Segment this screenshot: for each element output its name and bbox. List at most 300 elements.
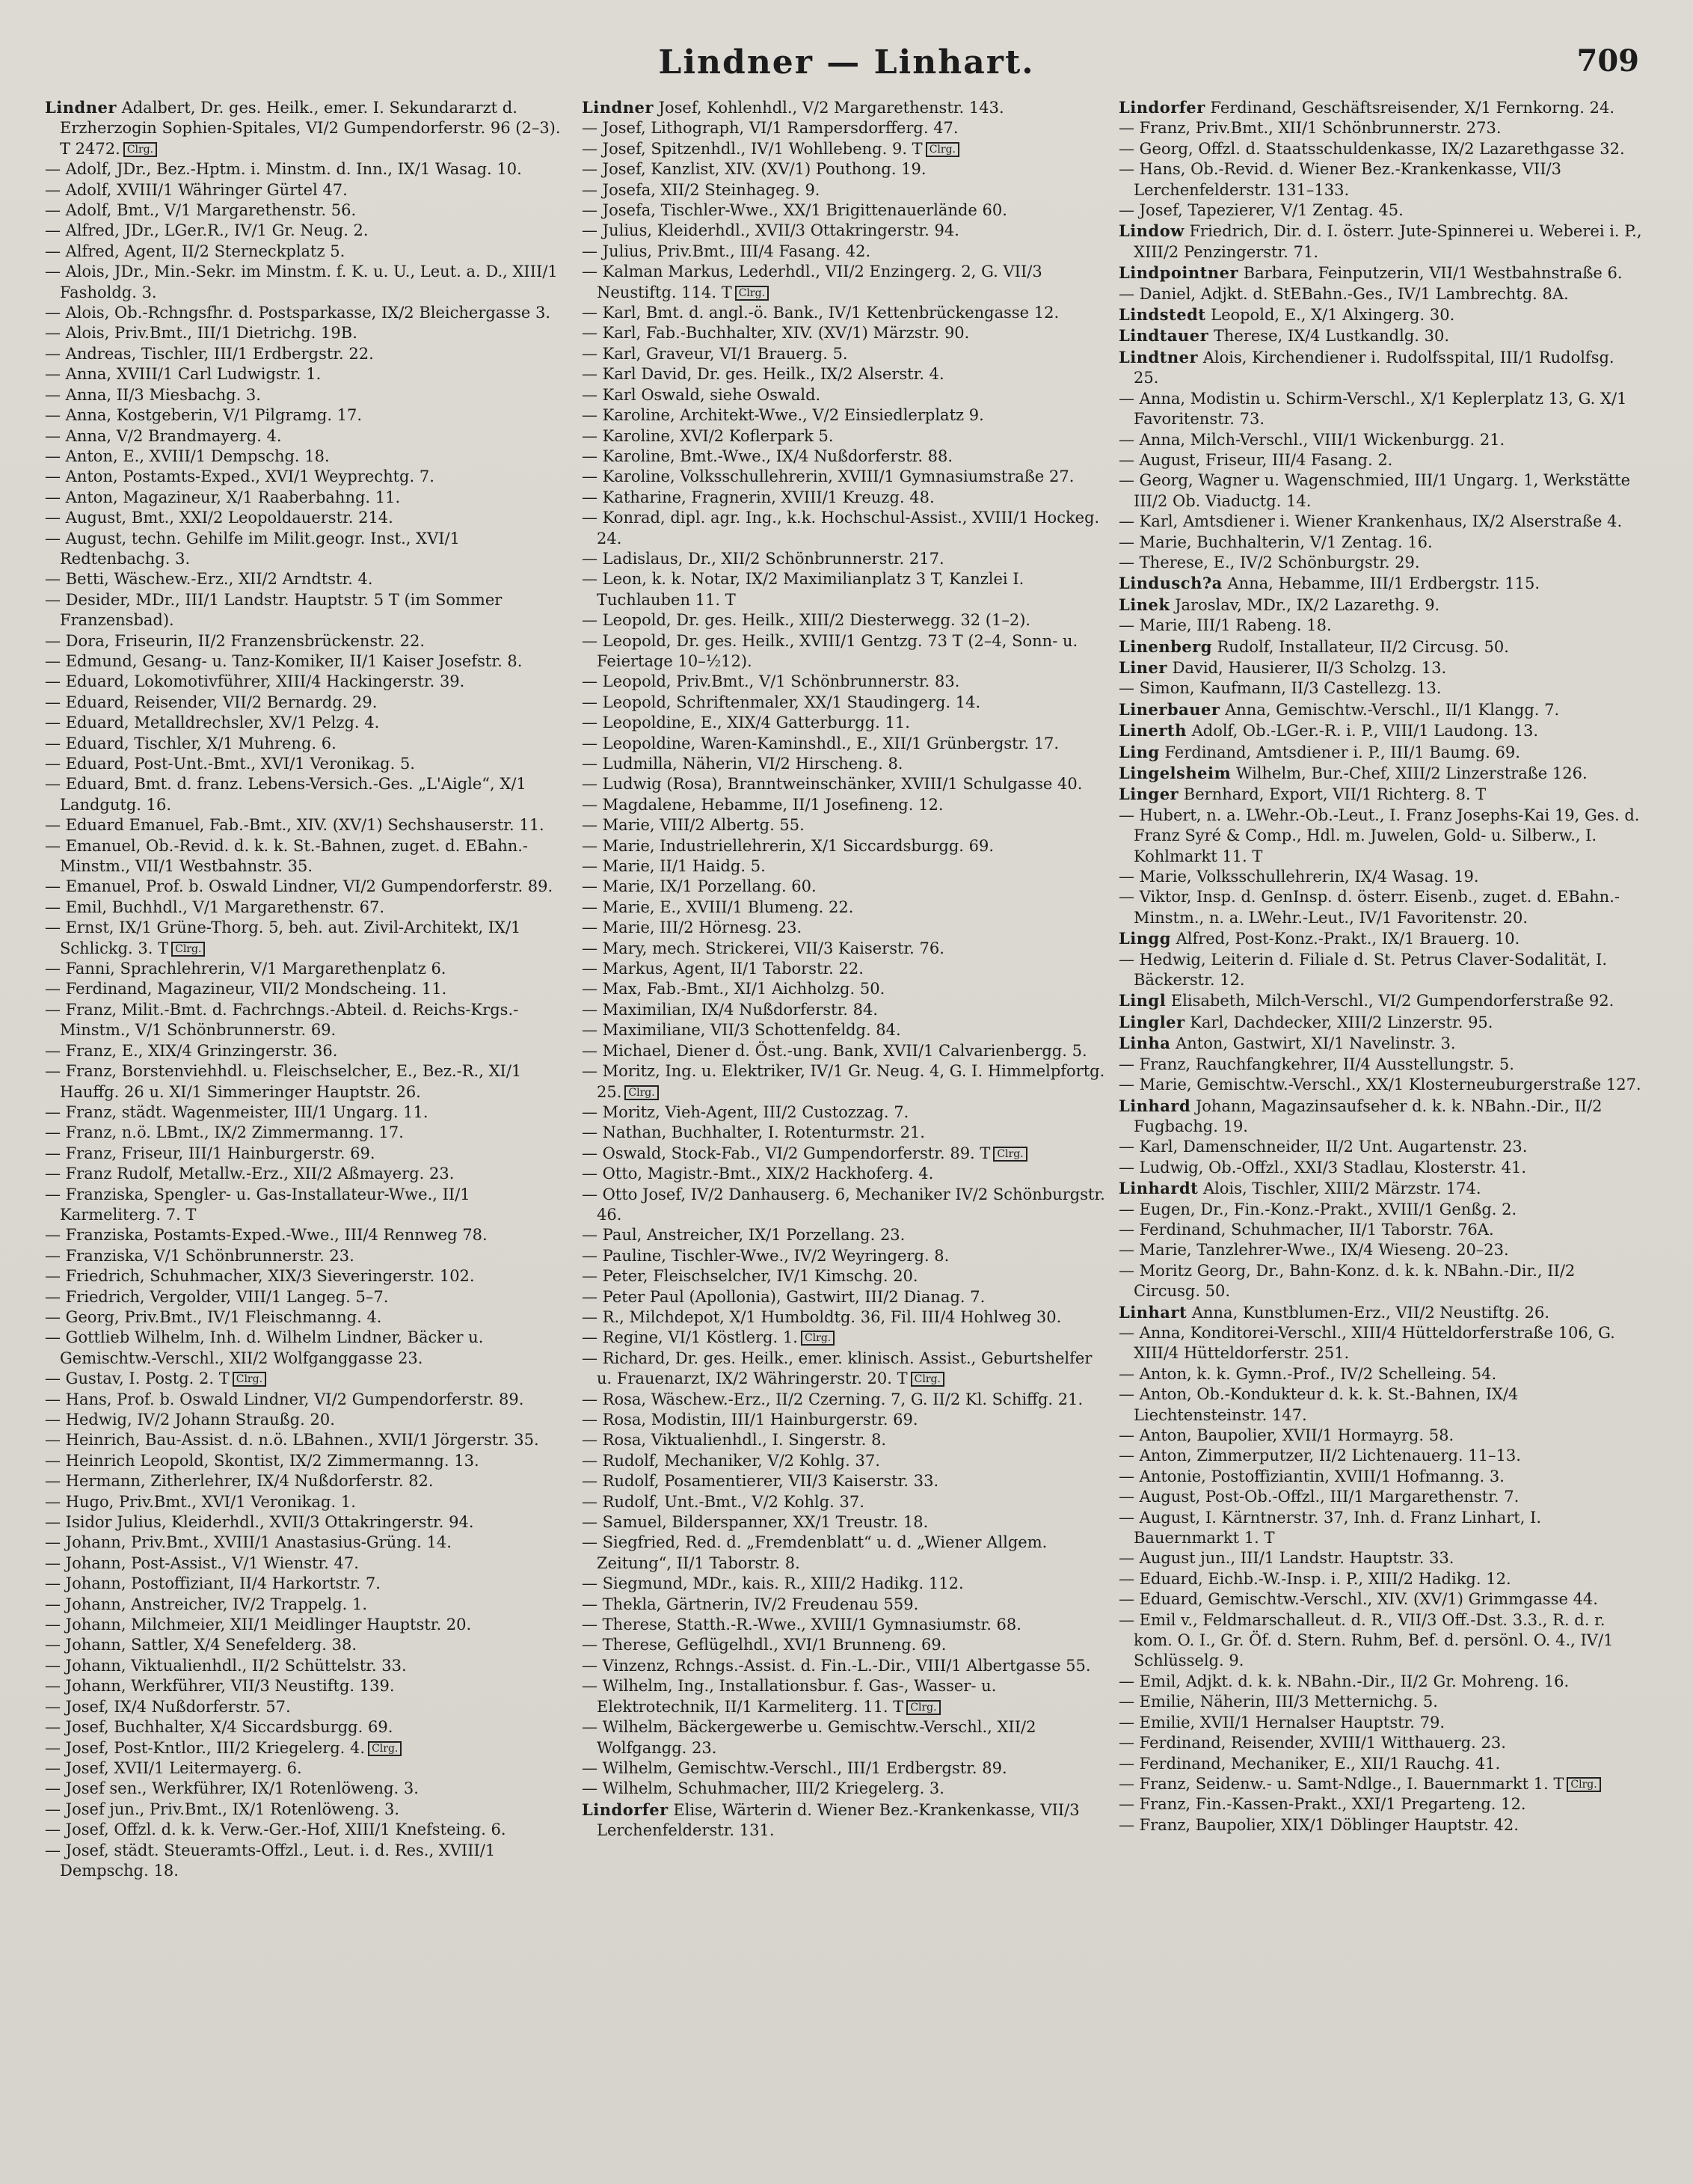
entry-text: — Rudolf, Mechaniker, V/2 Kohlg. 37. (582, 1451, 880, 1470)
directory-entry (45, 529, 568, 570)
entry-text: — Josef, Spitzenhdl., IV/1 Wohllebeng. 9. T (582, 139, 923, 158)
entry-text: — Franz, E., XIX/4 Grinzingerstr. 36. (45, 1041, 338, 1060)
directory-entry (582, 672, 1105, 692)
entry-text: — Anton, Magazineur, X/1 Raaberbahng. 11. (45, 488, 401, 506)
entry-text: — Johann, Postoffiziant, II/4 Harkortstr. 7. (45, 1574, 381, 1593)
directory-entry (1119, 678, 1642, 699)
directory-entry (1119, 450, 1642, 470)
directory-entry (45, 1369, 568, 1389)
directory-entry (1119, 1055, 1642, 1075)
entry-text: — Viktor, Insp. d. GenInsp. d. österr. Eisenb., zuget. d. EBahn.-Minstm., n. a. LWehr.-Leut., IV/1 Favoritenstr. 20. (1119, 888, 1620, 927)
entry-text: — Emanuel, Prof. b. Oswald Lindner, VI/2 Gumpendorferstr. 89. (45, 877, 553, 896)
directory-entry (582, 1451, 1105, 1471)
entry-text: — Anna, V/2 Brandmayerg. 4. (45, 426, 282, 445)
entry-surname: Linha (1119, 1034, 1171, 1053)
entry-text: — Michael, Diener d. Öst.-ung. Bank, XVII/1 Calvarienbergg. 5. (582, 1041, 1087, 1060)
directory-entry (45, 1615, 568, 1635)
directory-entry (45, 631, 568, 651)
entry-text: — Anton, k. k. Gymn.-Prof., IV/2 Schelleing. 54. (1119, 1364, 1497, 1383)
entry-text: — Leopold, Priv.Bmt., V/1 Schönbrunnerstr. 83. (582, 672, 960, 691)
directory-entry (582, 139, 1105, 159)
entry-text: — Thekla, Gärtnerin, IV/2 Freudenau 559. (582, 1595, 919, 1613)
entry-surname: Lingg (1119, 929, 1171, 948)
directory-entry (582, 344, 1105, 364)
directory-entry (45, 1287, 568, 1307)
entry-text: — Eduard Emanuel, Fab.-Bmt., XIV. (XV/1) Sechshauserstr. 11. (45, 816, 544, 835)
directory-entry (1119, 1610, 1642, 1672)
entry-surname: Lindtauer (1119, 326, 1209, 346)
entry-surname: Lindow (1119, 221, 1185, 241)
entry-text: — August, Friseur, III/4 Fasang. 2. (1119, 450, 1393, 469)
entry-text: Friedrich, Dir. d. I. österr. Jute-Spinnerei u. Weberei i. P., XIII/2 Penzingerstr. 71. (1134, 222, 1642, 261)
entry-text: — Peter, Fleischselcher, IV/1 Kimschg. 20. (582, 1267, 918, 1286)
directory-entry (1119, 1200, 1642, 1220)
entry-surname: Ling (1119, 742, 1160, 761)
directory-entry (45, 979, 568, 999)
entry-text: Therese, IX/4 Lustkandlg. 30. (1208, 327, 1450, 346)
directory-entry (582, 447, 1105, 467)
entry-text: — Franz, Milit.-Bmt. d. Fachrchngs.-Abteil. d. Reichs-Krgs.-Minstm., V/1 Schönbrunnerstr. 69. (45, 1000, 519, 1040)
entry-text: — Johann, Anstreicher, IV/2 Trappelg. 1. (45, 1595, 368, 1613)
entry-text: — Alfred, JDr., LGer.R., IV/1 Gr. Neug. 2. (45, 221, 369, 240)
column-3 (1119, 97, 1642, 2162)
directory-entry (45, 344, 568, 364)
directory-entry (1119, 742, 1642, 763)
directory-entry (1119, 325, 1642, 346)
entry-text: — Josef, Lithograph, VI/1 Rampersdorfferg. 47. (582, 119, 959, 138)
directory-entry (1119, 1508, 1642, 1549)
directory-entry (45, 467, 568, 487)
entry-text: — Moritz, Vieh-Agent, III/2 Custozzag. 7. (582, 1102, 909, 1121)
directory-entry (1119, 1137, 1642, 1157)
directory-entry (1119, 221, 1642, 263)
directory-entry (582, 795, 1105, 815)
directory-entry (1119, 97, 1642, 118)
directory-entry (45, 364, 568, 384)
entry-text: — Hermann, Zitherlehrer, IX/4 Nußdorferstr. 82. (45, 1472, 434, 1491)
directory-entry (1119, 1323, 1642, 1364)
entry-text: — Regine, VI/1 Köstlerg. 1. (582, 1328, 798, 1347)
directory-columns (45, 97, 1653, 2162)
entry-text: — Emil v., Feldmarschalleut. d. R., VII/3 Off.-Dst. 3.3., R. d. r. kom. O. I., Gr. Öf. d. Stern. Ruhm, Bef. d. persönl. O. 4., IV/1 Schlüsselg. 9. (1119, 1610, 1614, 1670)
entry-surname: Linhard (1119, 1096, 1191, 1115)
directory-entry (45, 1820, 568, 1840)
entry-text: — Franziska, Spengler- u. Gas-Installateur-Wwe., II/1 Karmeliterg. 7. T (45, 1185, 470, 1224)
entry-text: — Josefa, Tischler-Wwe., XX/1 Brigittenauerlände 60. (582, 201, 1007, 220)
directory-entry (45, 836, 568, 877)
directory-entry (45, 693, 568, 713)
directory-entry (1119, 763, 1642, 784)
directory-entry (582, 118, 1105, 138)
directory-entry (1119, 1713, 1642, 1733)
entry-text: — Emil, Buchhdl., V/1 Margarethenstr. 67. (45, 898, 385, 916)
entry-text: — Markus, Agent, II/1 Taborstr. 22. (582, 960, 864, 978)
entry-text: — Karoline, Bmt.-Wwe., IX/4 Nußdorferstr. 88. (582, 447, 953, 465)
entry-text: — Josef, Buchhalter, X/4 Siccardsburgg. 69. (45, 1718, 393, 1737)
directory-entry (582, 364, 1105, 384)
directory-entry (45, 1000, 568, 1041)
entry-text: — Franz, Fin.-Kassen-Prakt., XXI/1 Pregarteng. 12. (1119, 1795, 1526, 1814)
directory-entry (45, 221, 568, 241)
entry-text: — Franz, Seidenw.- u. Samt-Ndlge., I. Bauernmarkt 1. T (1119, 1774, 1564, 1793)
directory-entry (1119, 720, 1642, 741)
entry-surname: Lingl (1119, 991, 1167, 1010)
directory-entry (45, 590, 568, 631)
directory-entry (45, 1185, 568, 1226)
entry-text: — Karoline, Volksschullehrerin, XVIII/1 Gymnasiumstraße 27. (582, 467, 1075, 486)
directory-entry (1119, 1487, 1642, 1507)
entry-text: — Samuel, Bilderspanner, XX/1 Treustr. 18. (582, 1513, 929, 1532)
entry-text: — Ferdinand, Reisender, XVIII/1 Witthauerg. 23. (1119, 1734, 1506, 1752)
directory-entry (582, 405, 1105, 426)
directory-entry (1119, 1384, 1642, 1426)
entry-text: — Ernst, IX/1 Grüne-Thorg. 5, beh. aut. Zivil-Architekt, IX/1 Schlickg. 3. T (45, 918, 521, 957)
directory-entry (582, 815, 1105, 835)
directory-entry (1119, 139, 1642, 159)
directory-entry (582, 221, 1105, 241)
entry-text: — Eduard, Eichb.-W.-Insp. i. P., XIII/2 Hadikg. 12. (1119, 1569, 1511, 1588)
directory-entry (582, 1615, 1105, 1635)
entry-text: — Leopoldine, E., XIX/4 Gatterburgg. 11. (582, 714, 910, 732)
clearing-badge: Clrg. (926, 142, 959, 157)
directory-entry (1119, 263, 1642, 283)
entry-text: Ferdinand, Amtsdiener i. P., III/1 Baumg. 69. (1159, 743, 1520, 761)
directory-entry (45, 1102, 568, 1123)
directory-entry (582, 1287, 1105, 1307)
entry-text: — Karoline, Architekt-Wwe., V/2 Einsiedlerplatz 9. (582, 406, 984, 425)
entry-surname: Linerth (1119, 721, 1187, 740)
entry-text: Rudolf, Installateur, II/2 Circusg. 50. (1211, 637, 1509, 656)
entry-text: — Alois, Priv.Bmt., III/1 Dietrichg. 19B. (45, 324, 357, 343)
entry-surname: Lindner (45, 98, 117, 117)
entry-text: — Karl David, Dr. ges. Heilk., IX/2 Alserstr. 4. (582, 365, 944, 384)
directory-entry (582, 1349, 1105, 1390)
entry-text: — Wilhelm, Schuhmacher, III/2 Kriegelerg. 3. (582, 1779, 944, 1798)
entry-text: — Franz, Borstenviehhdl. u. Fleischselcher, E., Bez.-R., XI/1 Hauffg. 26 u. XI/1 Simmeringer Hauptstr. 26. (45, 1062, 522, 1101)
directory-entry (1119, 304, 1642, 325)
entry-text: — Wilhelm, Gemischtw.-Verschl., III/1 Erdbergstr. 89. (582, 1758, 1007, 1777)
entry-text: — Eduard, Tischler, X/1 Muhreng. 6. (45, 734, 337, 752)
clearing-badge: Clrg. (911, 1372, 944, 1387)
entry-text: — Katharine, Fragnerin, XVIII/1 Kreuzg. 48. (582, 488, 935, 506)
entry-text: — Hedwig, IV/2 Johann Straußg. 20. (45, 1411, 335, 1429)
directory-entry (1119, 1240, 1642, 1260)
entry-text: — Heinrich, Bau-Assist. d. n.ö. LBahnen., XVII/1 Jörgerstr. 35. (45, 1431, 539, 1450)
directory-entry (45, 1512, 568, 1533)
entry-text: — Josefa, XII/2 Steinhageg. 9. (582, 180, 820, 199)
directory-entry (1119, 389, 1642, 430)
entry-text: — Anton, Ob.-Kondukteur d. k. k. St.-Bahnen, IX/4 Liechtensteinstr. 147. (1119, 1385, 1519, 1424)
directory-entry (45, 1430, 568, 1450)
entry-text: — Josef, XVII/1 Leitermayerg. 6. (45, 1758, 302, 1777)
entry-text: — Ludwig, Ob.-Offzl., XXI/3 Stadlau, Klosterstr. 41. (1119, 1158, 1527, 1177)
entry-text: Karl, Dachdecker, XIII/2 Linzerstr. 95. (1185, 1013, 1493, 1031)
directory-entry (45, 242, 568, 262)
entry-surname: Lingler (1119, 1012, 1185, 1031)
directory-entry (45, 180, 568, 200)
entry-text: — Peter Paul (Apollonia), Gastwirt, III/2 Dianag. 7. (582, 1287, 986, 1306)
entry-text: — Therese, E., IV/2 Schönburgstr. 29. (1119, 553, 1420, 571)
directory-entry (45, 1123, 568, 1143)
directory-entry (582, 1512, 1105, 1533)
directory-entry (582, 1635, 1105, 1655)
entry-text: — Rudolf, Posamentierer, VII/3 Kaiserstr. 33. (582, 1472, 939, 1491)
directory-entry (582, 1656, 1105, 1676)
entry-text: Anna, Kunstblumen-Erz., VII/2 Neustiftg. 26. (1187, 1303, 1550, 1322)
entry-text: — Betti, Wäschew.-Erz., XII/2 Arndtstr. 4. (45, 570, 373, 589)
entry-text: — Gustav, I. Postg. 2. T (45, 1369, 230, 1388)
column-1 (45, 97, 568, 2162)
entry-text: — Wilhelm, Bäckergewerbe u. Gemischtw.-Verschl., XII/2 Wolfgangg. 23. (582, 1718, 1036, 1757)
entry-text: — Nathan, Buchhalter, I. Rotenturmstr. 21. (582, 1123, 925, 1142)
directory-entry (45, 1061, 568, 1102)
directory-entry (1119, 512, 1642, 532)
entry-text: — Leon, k. k. Notar, IX/2 Maximilianplatz 3 T, Kanzlei I. Tuchlauben 11. T (582, 570, 1024, 609)
directory-entry (582, 1246, 1105, 1266)
entry-text: — Franz, Rauchfangkehrer, II/4 Ausstellungstr. 5. (1119, 1055, 1514, 1073)
directory-entry (1119, 1261, 1642, 1302)
directory-entry (45, 385, 568, 405)
clearing-badge: Clrg. (906, 1700, 940, 1715)
entry-text: — Adolf, XVIII/1 Währinger Gürtel 47. (45, 180, 348, 199)
entry-text: — Karl, Fab.-Buchhalter, XIV. (XV/1) Märzstr. 90. (582, 324, 970, 343)
directory-entry (1119, 118, 1642, 138)
entry-text: — Franz, städt. Wagenmeister, III/1 Ungarg. 11. (45, 1102, 428, 1121)
directory-entry (582, 323, 1105, 343)
entry-text: — Johann, Post-Assist., V/1 Wienstr. 47. (45, 1553, 359, 1572)
directory-entry (582, 488, 1105, 508)
directory-entry (45, 1390, 568, 1410)
entry-text: — Josef, städt. Steueramts-Offzl., Leut. i. d. Res., XVIII/1 Dempschg. 18. (45, 1841, 496, 1880)
directory-entry (45, 1410, 568, 1430)
entry-text: Anna, Hebamme, III/1 Erdbergstr. 115. (1222, 574, 1540, 593)
entry-text: — Karl, Bmt. d. angl.-ö. Bank., IV/1 Kettenbrückengasse 12. (582, 304, 1060, 322)
entry-surname: Linhart (1119, 1302, 1187, 1322)
directory-entry (1119, 1774, 1642, 1794)
directory-entry (1119, 699, 1642, 720)
directory-entry (1119, 806, 1642, 867)
directory-entry (582, 877, 1105, 897)
directory-entry (1119, 1589, 1642, 1610)
entry-text: — Siegfried, Red. d. „Fremdenblatt“ u. d. „Wiener Allgem. Zeitung“, II/1 Taborstr. 8. (582, 1533, 1048, 1572)
entry-text: — Hans, Prof. b. Oswald Lindner, VI/2 Gumpendorferstr. 89. (45, 1390, 524, 1408)
directory-entry (582, 959, 1105, 979)
entry-text: — Therese, Statth.-R.-Wwe., XVIII/1 Gymnasiumstr. 68. (582, 1616, 1021, 1634)
directory-entry (582, 610, 1105, 631)
entry-text: — Georg, Offzl. d. Staatsschuldenkasse, IX/2 Lazarethgasse 32. (1119, 139, 1625, 158)
page-number: 709 (1576, 43, 1639, 79)
entry-text: — Richard, Dr. ges. Heilk., emer. klinisch. Assist., Geburtshelfer u. Frauenarzt, IX/2 Währingerstr. 20. T (582, 1349, 1093, 1388)
entry-text: — Anna, Modistin u. Schirm-Verschl., X/1 Keplerplatz 13, G. X/1 Favoritenstr. 73. (1119, 389, 1627, 429)
directory-entry (1119, 1815, 1642, 1835)
directory-entry (1119, 159, 1642, 200)
entry-text: David, Hausierer, II/3 Scholzg. 13. (1167, 658, 1447, 677)
entry-text: — Magdalene, Hebamme, II/1 Josefineng. 12. (582, 795, 944, 814)
entry-surname: Lindtner (1119, 347, 1199, 366)
directory-entry (582, 508, 1105, 549)
directory-entry (1119, 950, 1642, 991)
entry-surname: Lindorfer (582, 1800, 669, 1819)
entry-text: — Marie, VIII/2 Albertg. 55. (582, 816, 805, 835)
entry-text: — Moritz, Ing. u. Elektriker, IV/1 Gr. Neug. 4, G. I. Himmelpfortg. 25. (582, 1062, 1105, 1101)
entry-surname: Lindpointner (1119, 263, 1239, 283)
entry-text: — Ludwig (Rosa), Branntweinschänker, XVIII/1 Schulgasse 40. (582, 775, 1083, 794)
directory-entry (582, 1061, 1105, 1102)
directory-entry (45, 1246, 568, 1266)
directory-entry (582, 1164, 1105, 1184)
entry-text: — Franz, n.ö. LBmt., IX/2 Zimmermanng. 17. (45, 1123, 404, 1142)
directory-entry (1119, 990, 1642, 1011)
directory-entry (582, 734, 1105, 754)
entry-text: — Pauline, Tischler-Wwe., IV/2 Weyringerg. 8. (582, 1246, 950, 1265)
directory-entry (45, 262, 568, 303)
entry-text: Alois, Tischler, XIII/2 Märzstr. 174. (1198, 1180, 1481, 1198)
entry-text: — Gottlieb Wilhelm, Inh. d. Wilhelm Lindner, Bäcker u. Gemischtw.-Verschl., XII/2 Wolfganggasse 23. (45, 1328, 484, 1367)
entry-text: — Alois, Ob.-Rchngsfhr. d. Postsparkasse, IX/2 Bleichergasse 3. (45, 304, 551, 322)
directory-entry (582, 693, 1105, 713)
directory-entry (45, 1738, 568, 1758)
entry-surname: Linhardt (1119, 1179, 1199, 1198)
entry-text: — Georg, Wagner u. Wagenschmied, III/1 Ungarg. 1, Werkstätte III/2 Ob. Viaductg. 14. (1119, 471, 1631, 510)
entry-text: — Marie, IX/1 Porzellang. 60. (582, 877, 817, 896)
directory-entry (582, 426, 1105, 447)
directory-entry (45, 1676, 568, 1696)
directory-entry (582, 1390, 1105, 1410)
directory-entry (45, 200, 568, 221)
directory-entry (582, 898, 1105, 918)
directory-entry (45, 426, 568, 447)
directory-entry (582, 1410, 1105, 1430)
directory-entry (582, 1574, 1105, 1594)
entry-text: — Anton, Baupolier, XVII/1 Hormayrg. 58. (1119, 1426, 1454, 1444)
entry-surname: Lindorfer (1119, 98, 1205, 117)
directory-entry (582, 1595, 1105, 1615)
directory-entry (45, 1595, 568, 1615)
directory-entry (582, 1676, 1105, 1717)
directory-entry (582, 385, 1105, 405)
directory-entry (45, 1717, 568, 1737)
directory-entry (1119, 637, 1642, 657)
directory-entry (1119, 573, 1642, 594)
entry-text: — Marie, Buchhalterin, V/1 Zentag. 16. (1119, 533, 1433, 551)
directory-entry (582, 549, 1105, 569)
directory-entry (45, 1307, 568, 1328)
entry-text: — Franz, Priv.Bmt., XII/1 Schönbrunnerstr. 273. (1119, 119, 1502, 138)
entry-text: — Franz, Friseur, III/1 Hainburgerstr. 69. (45, 1144, 375, 1162)
directory-entry (1119, 1446, 1642, 1466)
directory-entry (45, 97, 568, 159)
entry-text: — Emil, Adjkt. d. k. k. NBahn.-Dir., II/2 Gr. Mohreng. 16. (1119, 1672, 1570, 1690)
entry-text: — R., Milchdepot, X/1 Humboldtg. 36, Fil. III/4 Hohlweg 30. (582, 1307, 1062, 1326)
directory-entry (582, 569, 1105, 610)
entry-text: — Friedrich, Schuhmacher, XIX/3 Sieveringerstr. 102. (45, 1267, 475, 1286)
entry-text: — Hubert, n. a. LWehr.-Ob.-Leut., I. Franz Josephs-Kai 19, Ges. d. Franz Syré & Comp., Hdl. m. Juwelen, Gold- u. Silberw., I. Kohlmarkt 11. T (1119, 806, 1640, 865)
directory-entry (45, 1574, 568, 1594)
directory-entry (582, 159, 1105, 180)
directory-entry (45, 815, 568, 835)
directory-entry (582, 754, 1105, 774)
entry-text: — Siegmund, MDr., kais. R., XIII/2 Hadikg. 112. (582, 1574, 964, 1593)
entry-text: — Marie, Industriellehrerin, X/1 Siccardsburgg. 69. (582, 836, 995, 855)
clearing-badge: Clrg. (123, 142, 157, 157)
directory-entry (45, 774, 568, 815)
directory-entry (582, 939, 1105, 959)
clearing-badge: Clrg. (1567, 1777, 1600, 1792)
directory-entry (582, 979, 1105, 999)
entry-text: — Marie, Volksschullehrerin, IX/4 Wasag. 19. (1119, 868, 1479, 886)
directory-entry (45, 1164, 568, 1184)
entry-text: — Anna, XVIII/1 Carl Ludwigstr. 1. (45, 365, 322, 384)
directory-entry (1119, 347, 1642, 389)
entry-text: — August, techn. Gehilfe im Milit.geogr. Inst., XVI/1 Redtenbachg. 3. (45, 529, 460, 568)
entry-text: — Desider, MDr., III/1 Landstr. Hauptstr. 5 T (im Sommer Franzensbad). (45, 590, 503, 630)
directory-entry (45, 1144, 568, 1164)
entry-text: — Leopold, Dr. ges. Heilk., XIII/2 Diesterwegg. 32 (1–2). (582, 611, 1031, 630)
entry-text: Josef, Kohlenhdl., V/2 Margarethenstr. 143. (653, 99, 1004, 117)
entry-text: — Eduard, Lokomotivführer, XIII/4 Hackingerstr. 39. (45, 672, 465, 691)
directory-entry (45, 159, 568, 180)
entry-text: — Johann, Priv.Bmt., XVIII/1 Anastasius-Grüng. 14. (45, 1533, 452, 1552)
directory-entry (45, 1758, 568, 1779)
directory-entry (45, 1225, 568, 1245)
directory-entry (582, 200, 1105, 221)
directory-entry (582, 918, 1105, 938)
entry-text: — Simon, Kaufmann, II/3 Castellezg. 13. (1119, 679, 1442, 698)
entry-text: — August, I. Kärntnerstr. 37, Inh. d. Franz Linhart, I. Bauernmarkt 1. T (1119, 1508, 1542, 1547)
directory-entry (582, 1020, 1105, 1040)
entry-text: — Ladislaus, Dr., XII/2 Schönbrunnerstr. 217. (582, 549, 944, 568)
directory-entry (1119, 1220, 1642, 1240)
directory-entry (1119, 470, 1642, 512)
running-title: Lindner — Linhart. (658, 43, 1035, 82)
entry-text: — Konrad, dipl. agr. Ing., k.k. Hochschul-Assist., XVIII/1 Hockeg. 24. (582, 509, 1100, 547)
directory-entry (45, 734, 568, 754)
entry-text: Adolf, Ob.-LGer.-R. i. P., VIII/1 Laudong. 13. (1186, 722, 1539, 740)
entry-text: — Karl, Damenschneider, II/2 Unt. Augartenstr. 23. (1119, 1138, 1528, 1156)
entry-text: — Wilhelm, Ing., Installationsbur. f. Gas-, Wasser- u. Elektrotechnik, II/1 Karmeliterg. 11. T (582, 1677, 997, 1716)
directory-entry (45, 303, 568, 323)
directory-entry (45, 1553, 568, 1574)
directory-entry (45, 569, 568, 589)
entry-text: — Ludmilla, Näherin, VI/2 Hirscheng. 8. (582, 755, 903, 773)
directory-entry (582, 713, 1105, 733)
entry-text: — Moritz Georg, Dr., Bahn-Konz. d. k. k. NBahn.-Dir., II/2 Circusg. 50. (1119, 1261, 1576, 1301)
page-header (54, 37, 1639, 90)
entry-text: — Leopold, Schriftenmaler, XX/1 Staudingerg. 14. (582, 693, 981, 711)
entry-text: — Mary, mech. Strickerei, VII/3 Kaiserstr. 76. (582, 939, 944, 957)
entry-text: — Friedrich, Vergolder, VIII/1 Langeg. 5–7. (45, 1287, 389, 1306)
entry-text: — Karl, Amtsdiener i. Wiener Krankenhaus, IX/2 Alserstraße 4. (1119, 512, 1623, 531)
entry-text: — Franz, Baupolier, XIX/1 Döblinger Hauptstr. 42. (1119, 1815, 1519, 1834)
directory-entry (45, 754, 568, 774)
entry-text: Anna, Gemischtw.-Verschl., II/1 Klangg. 7. (1220, 700, 1560, 719)
entry-text: — Alfred, Agent, II/2 Sterneckplatz 5. (45, 242, 345, 260)
entry-text: — Johann, Viktualienhdl., II/2 Schüttelstr. 33. (45, 1656, 407, 1675)
entry-text: — Anna, II/3 Miesbachg. 3. (45, 385, 261, 404)
entry-text: Wilhelm, Bur.-Chef, XIII/2 Linzerstraße 126. (1231, 764, 1588, 782)
directory-entry (45, 1841, 568, 1882)
entry-text: — Marie, II/1 Haidg. 5. (582, 857, 766, 876)
directory-entry (582, 1266, 1105, 1286)
directory-entry (45, 1779, 568, 1799)
entry-text: — Josef jun., Priv.Bmt., IX/1 Rotenlöweng. 3. (45, 1800, 400, 1818)
clearing-badge: Clrg. (368, 1741, 402, 1756)
directory-entry (1119, 867, 1642, 887)
directory-entry (582, 97, 1105, 118)
directory-entry (1119, 928, 1642, 949)
directory-entry (582, 1000, 1105, 1020)
directory-entry (1119, 1426, 1642, 1446)
